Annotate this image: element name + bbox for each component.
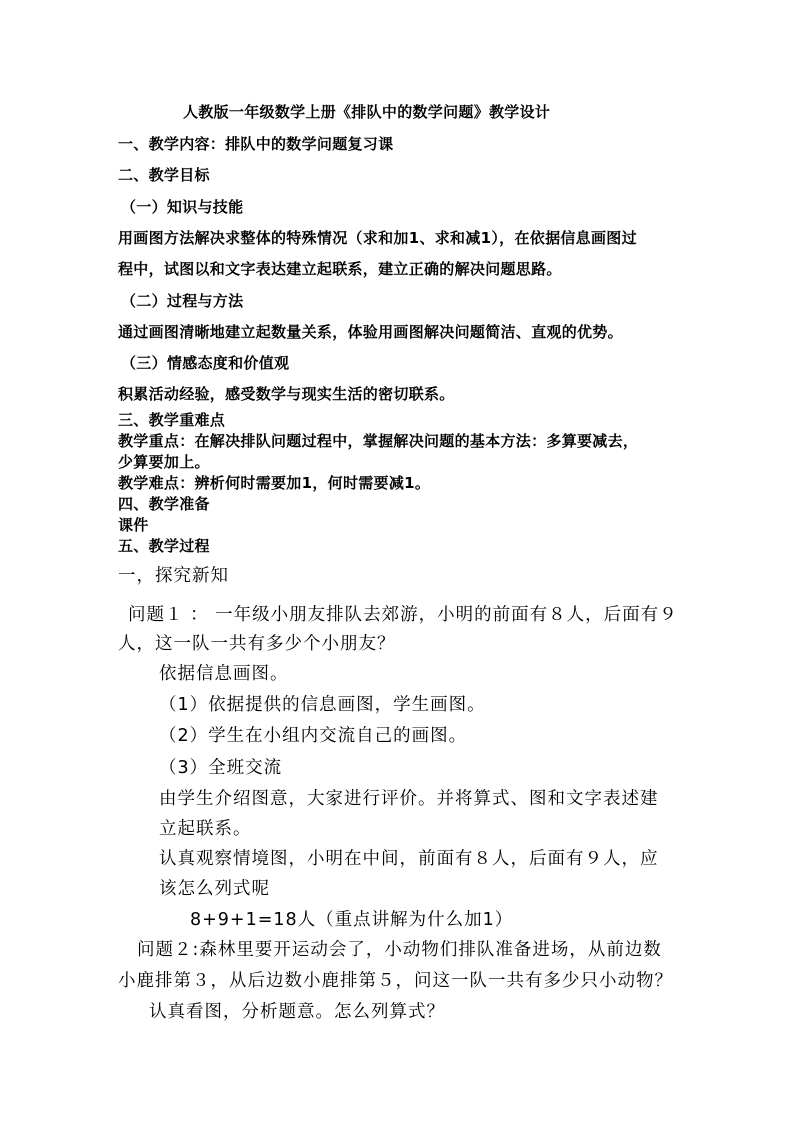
difficulty-text: 教学难点：辨析何时需要加1，何时需要减1。	[118, 474, 431, 492]
question1-step2: （2）学生在小组内交流自己的画图。	[159, 726, 468, 746]
question1-observation-line1: 认真观察情境图，小明在中间，前面有８人，后面有９人，应	[159, 849, 659, 869]
section-heading-content: 一、教学内容：排队中的数学问题复习课	[118, 135, 394, 153]
question2-line3: 认真看图，分析题意。怎么列算式？	[149, 1002, 445, 1022]
section-heading-preparation: 四、教学准备	[118, 495, 210, 513]
question1-step0: 依据信息画图。	[159, 664, 289, 684]
knowledge-skills-text-line2: 程中，试图以和文字表达建立起联系，建立正确的解决问题思路。	[118, 260, 562, 278]
question1-step1: （1）依据提供的信息画图，学生画图。	[159, 695, 486, 715]
question1-line2: 人，这一队一共有多少个小朋友？	[118, 634, 396, 654]
section-heading-objectives: 二、教学目标	[118, 166, 210, 184]
subheading-knowledge-skills: （一）知识与技能	[121, 198, 244, 216]
question2-line2: 小鹿排第３，从后边数小鹿排第５，问这一队一共有多少只小动物？	[118, 971, 673, 991]
question1-description-line1: 由学生介绍图意，大家进行评价。并将算式、图和文字表述建	[159, 789, 659, 809]
question1-line1: 问题１ ： 一年级小朋友排队去郊游，小明的前面有８人，后面有９	[128, 605, 678, 625]
key-point-text-line1: 教学重点：在解决排队问题过程中，掌握解决问题的基本方法：多算要减去，	[118, 432, 639, 450]
question1-observation-line2: 该怎么列式呢	[159, 879, 270, 899]
attitude-values-text: 积累活动经验，感受数学与现实生活的密切联系。	[118, 385, 455, 403]
section-heading-process: 五、教学过程	[118, 537, 210, 555]
question1-formula: 8+9+1=18人（重点讲解为什么加1）	[190, 910, 514, 930]
part-heading-explore: 一，探究新知	[118, 566, 229, 586]
question2-line1: 问题２:森林里要开运动会了，小动物们排队准备进场，从前边数	[137, 940, 662, 960]
subheading-attitude-values: （三）情感态度和价值观	[121, 354, 290, 372]
knowledge-skills-text-line1: 用画图方法解决求整体的特殊情况（求和加1、求和减1），在依据信息画图过	[118, 229, 637, 247]
key-point-text-line2: 少算要加上。	[118, 453, 210, 471]
preparation-text: 课件	[118, 516, 149, 534]
page-title: 人教版一年级数学上册《排队中的数学问题》教学设计	[183, 103, 551, 121]
subheading-process-method: （二）过程与方法	[121, 292, 244, 310]
process-method-text: 通过画图清晰地建立起数量关系，体验用画图解决问题简洁、直观的优势。	[118, 323, 623, 341]
question1-step3: （3）全班交流	[159, 758, 283, 778]
question1-description-line2: 立起联系。	[159, 819, 252, 839]
section-heading-key-points: 三、教学重难点	[118, 411, 226, 429]
